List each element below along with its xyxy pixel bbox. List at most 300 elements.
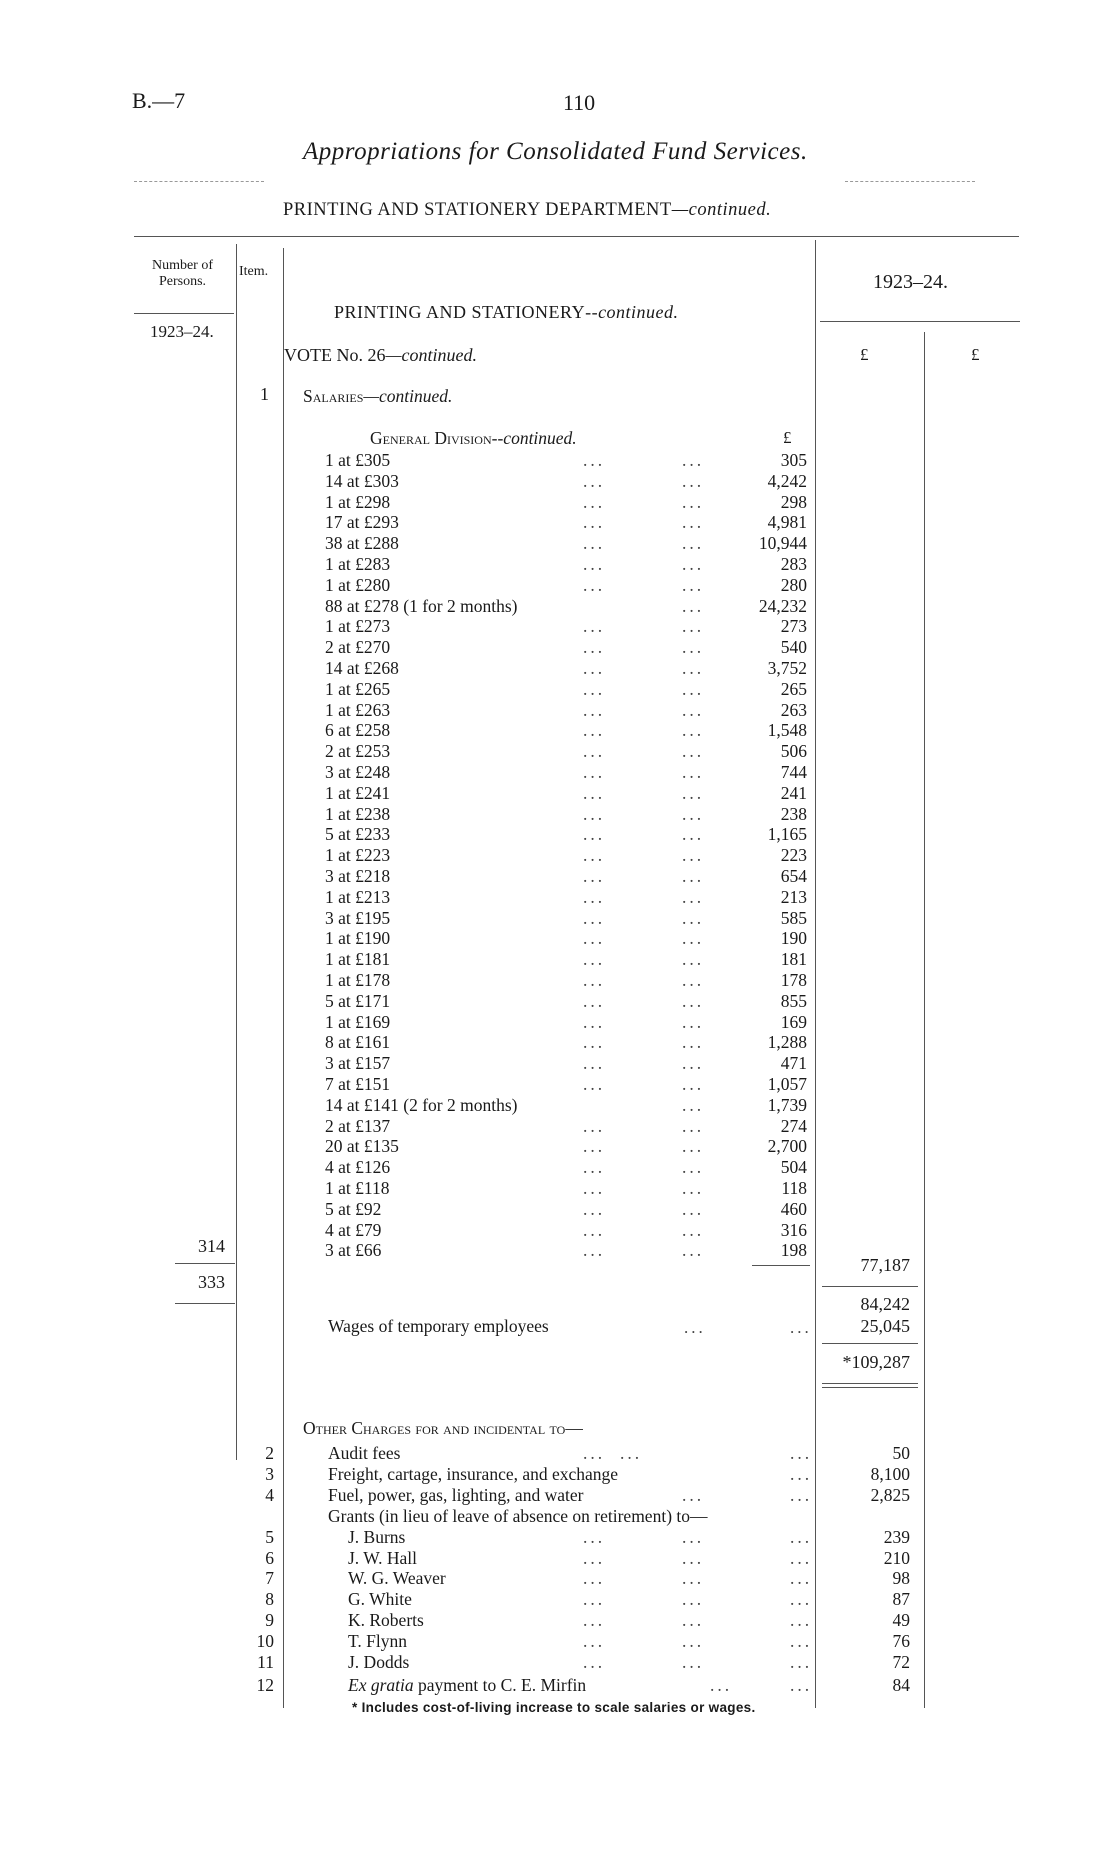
salary-row xyxy=(0,949,1114,970)
salary-amount: 1,288 xyxy=(767,1032,807,1053)
salary-row xyxy=(0,1240,1114,1261)
division-continued: --continued. xyxy=(491,428,577,448)
salary-row xyxy=(0,991,1114,1012)
salary-row xyxy=(0,1074,1114,1095)
vote-heading xyxy=(284,345,477,366)
salary-rate: 3 at £248 xyxy=(325,762,391,782)
leader-dots: ... xyxy=(790,1610,813,1631)
title-rule-left xyxy=(134,181,264,182)
leader-dots: ... xyxy=(583,1240,606,1261)
salary-row xyxy=(0,1012,1114,1033)
salary-row xyxy=(0,575,1114,596)
document-reference: B.—7 xyxy=(132,88,186,113)
salary-row xyxy=(0,1199,1114,1220)
table-top-rule xyxy=(134,236,1019,237)
salary-rate: 1 at £213 xyxy=(325,886,391,907)
salary-amount: 298 xyxy=(780,491,807,512)
leader-dots: ... xyxy=(583,1652,606,1672)
charge-amount: 50 xyxy=(892,1443,910,1463)
wages-dots-2: ... xyxy=(790,1318,812,1337)
salary-rate: 88 at £278 (1 for 2 months) xyxy=(325,595,518,616)
leader-dots: ... xyxy=(682,886,705,907)
item-column-header: Item. xyxy=(239,264,269,279)
exgratia-italic: Ex gratia xyxy=(348,1675,414,1695)
leader-dots: ... xyxy=(583,1526,606,1547)
vote-number: VOTE No. 26 xyxy=(284,345,386,365)
salary-rate: 4 at £126 xyxy=(325,1157,391,1178)
charge-label: K. Roberts xyxy=(348,1610,424,1631)
leader-dots: ... xyxy=(620,1443,643,1463)
salary-rate: 3 at £195 xyxy=(325,907,391,928)
charge-row xyxy=(0,1548,1114,1569)
charge-item: 4 xyxy=(265,1484,274,1505)
exgratia-rest: payment to C. E. Mirfin xyxy=(413,1675,587,1695)
leader-dots: ... xyxy=(682,450,705,470)
salary-amount: 855 xyxy=(780,990,807,1011)
salary-row xyxy=(0,1095,1114,1116)
charge-label: J. Burns xyxy=(348,1526,406,1547)
salary-row xyxy=(0,1157,1114,1178)
exgratia-row xyxy=(0,1675,1114,1696)
department-main: PRINTING AND STATIONERY DEPARTMENT xyxy=(283,200,672,220)
leader-dots: ... xyxy=(682,1652,705,1672)
charge-item: 11 xyxy=(257,1652,274,1672)
charge-label: J. W. Hall xyxy=(348,1547,418,1568)
charge-label: G. White xyxy=(348,1589,412,1610)
charge-label: W. G. Weaver xyxy=(348,1568,446,1589)
leader-dots: ... xyxy=(583,1074,606,1094)
grand-total: *109,287 xyxy=(842,1352,910,1372)
salary-amount: 223 xyxy=(780,845,807,866)
charge-amount: 2,825 xyxy=(870,1484,910,1505)
leader-dots: ... xyxy=(583,450,606,470)
salary-row xyxy=(0,1178,1114,1199)
wages-rule xyxy=(822,1343,918,1344)
salary-amount: 178 xyxy=(780,970,807,990)
salary-rate: 1 at £273 xyxy=(325,616,391,637)
leader-dots: ... xyxy=(583,1631,606,1652)
leader-dots: ... xyxy=(682,949,705,970)
charge-amount: 87 xyxy=(892,1589,910,1610)
persons-subtotal: 314 xyxy=(198,1236,225,1256)
leader-dots: ... xyxy=(682,512,705,533)
persons-year: 1923–24. xyxy=(150,322,214,341)
item-number-1: 1 xyxy=(260,384,269,404)
salary-amount: 460 xyxy=(780,1198,807,1219)
salary-row xyxy=(0,824,1114,845)
section-heading xyxy=(334,302,679,323)
salary-amount: 263 xyxy=(780,699,807,720)
leader-dots: ... xyxy=(583,907,606,928)
salary-rate: 1 at £305 xyxy=(325,450,391,470)
salary-amount: 265 xyxy=(780,678,807,699)
charge-amount: 72 xyxy=(892,1652,910,1672)
persons-column-header: Number of Persons. xyxy=(151,258,214,289)
leader-dots: ... xyxy=(682,1631,705,1652)
charge-item: 9 xyxy=(265,1610,274,1631)
salary-row xyxy=(0,928,1114,949)
salary-rate: 5 at £171 xyxy=(325,990,391,1011)
leader-dots: ... xyxy=(583,803,606,824)
salary-rate: 1 at £169 xyxy=(325,1011,391,1032)
charge-label: T. Flynn xyxy=(348,1631,407,1652)
leader-dots: ... xyxy=(583,1178,606,1198)
leader-dots: ... xyxy=(682,574,705,595)
salary-rate: 38 at £288 xyxy=(325,533,399,554)
leader-dots: ... xyxy=(583,1115,606,1136)
salary-amount: 305 xyxy=(780,450,807,470)
salary-rate: 1 at £181 xyxy=(325,949,391,970)
leader-dots: ... xyxy=(682,970,705,990)
leader-dots: ... xyxy=(583,720,606,741)
salary-amount: 1,739 xyxy=(767,1094,807,1115)
charge-item: 3 xyxy=(265,1463,274,1484)
leader-dots: ... xyxy=(583,845,606,866)
exgratia-label xyxy=(348,1675,586,1696)
salary-rate: 5 at £233 xyxy=(325,824,391,845)
pound-sign-salaries: £ xyxy=(783,428,792,447)
exgratia-amount: 84 xyxy=(892,1675,910,1695)
salary-row xyxy=(0,783,1114,804)
salary-amount: 198 xyxy=(780,1240,807,1261)
leader-dots: ... xyxy=(682,1568,705,1589)
salary-row xyxy=(0,1116,1114,1137)
salary-amount: 316 xyxy=(780,1219,807,1240)
wages-label: Wages of temporary employees xyxy=(328,1316,549,1336)
leader-dots: ... xyxy=(583,1011,606,1032)
salary-rate: 1 at £241 xyxy=(325,782,391,803)
leader-dots: ... xyxy=(790,1652,813,1672)
leader-dots: ... xyxy=(583,1610,606,1631)
salary-amount: 283 xyxy=(780,554,807,574)
leader-dots: ... xyxy=(682,1157,705,1178)
persons-total-rule xyxy=(175,1303,235,1304)
salary-amount: 213 xyxy=(780,886,807,907)
leader-dots: ... xyxy=(583,699,606,720)
salary-rate: 14 at £268 xyxy=(325,658,399,678)
salary-rate: 8 at £161 xyxy=(325,1032,391,1053)
division-label: General Division xyxy=(370,428,492,448)
salary-row xyxy=(0,908,1114,929)
leader-dots: ... xyxy=(682,782,705,803)
leader-dots: ... xyxy=(682,824,705,845)
salary-rate: 1 at £238 xyxy=(325,803,391,824)
exgratia-dots-1: ... xyxy=(710,1675,733,1695)
salary-row xyxy=(0,1032,1114,1053)
salary-rate: 7 at £151 xyxy=(325,1074,391,1094)
wages-dots-1: ... xyxy=(684,1318,706,1337)
leader-dots: ... xyxy=(682,1074,705,1094)
leader-dots: ... xyxy=(682,1240,705,1261)
charge-amount: 210 xyxy=(883,1547,910,1568)
salary-rate: 1 at £178 xyxy=(325,970,391,990)
salary-amount: 24,232 xyxy=(758,595,807,616)
leader-dots: ... xyxy=(583,928,606,949)
charge-amount: 49 xyxy=(892,1610,910,1631)
year-column-header: 1923–24. xyxy=(873,271,948,293)
salary-rate: 14 at £303 xyxy=(325,470,399,491)
leader-dots: ... xyxy=(682,470,705,491)
salary-rate: 4 at £79 xyxy=(325,1219,382,1240)
charge-row xyxy=(0,1652,1114,1673)
salary-row xyxy=(0,866,1114,887)
leader-dots: ... xyxy=(583,949,606,970)
leader-dots: ... xyxy=(583,1568,606,1589)
salary-amount: 169 xyxy=(780,1011,807,1032)
grand-total-rule xyxy=(822,1383,918,1384)
salary-amount: 10,944 xyxy=(758,533,807,554)
leader-dots: ... xyxy=(583,1157,606,1178)
salaries-total: 84,242 xyxy=(860,1294,910,1314)
leader-dots: ... xyxy=(583,554,606,574)
leader-dots: ... xyxy=(583,990,606,1011)
charge-item: 2 xyxy=(265,1443,274,1463)
leader-dots: ... xyxy=(790,1484,813,1505)
leader-dots: ... xyxy=(682,845,705,866)
leader-dots: ... xyxy=(583,491,606,512)
charge-label: Audit fees xyxy=(328,1443,401,1463)
exgratia-item: 12 xyxy=(256,1675,274,1695)
leader-dots: ... xyxy=(682,1178,705,1198)
leader-dots: ... xyxy=(682,1589,705,1610)
salary-row xyxy=(0,887,1114,908)
charge-amount: 239 xyxy=(883,1526,910,1547)
leader-dots: ... xyxy=(682,803,705,824)
salary-row xyxy=(0,762,1114,783)
leader-dots: ... xyxy=(790,1589,813,1610)
leader-dots: ... xyxy=(583,886,606,907)
leader-dots: ... xyxy=(682,741,705,762)
salary-amount: 118 xyxy=(781,1178,807,1198)
leader-dots: ... xyxy=(682,1484,705,1505)
salary-amount: 1,548 xyxy=(767,720,807,741)
salary-rate: 6 at £258 xyxy=(325,720,391,741)
leader-dots: ... xyxy=(583,762,606,782)
salary-amount: 540 xyxy=(780,637,807,658)
leader-dots: ... xyxy=(682,1526,705,1547)
leader-dots: ... xyxy=(583,512,606,533)
leader-dots: ... xyxy=(682,533,705,554)
charge-row xyxy=(0,1443,1114,1464)
salary-row xyxy=(0,533,1114,554)
subtotal-rule xyxy=(822,1286,918,1287)
salary-subtotal: 77,187 xyxy=(860,1255,910,1275)
salary-rate: 5 at £92 xyxy=(325,1198,382,1219)
leader-dots: ... xyxy=(682,658,705,678)
leader-dots: ... xyxy=(790,1631,813,1652)
salary-row xyxy=(0,970,1114,991)
salary-rate: 1 at £298 xyxy=(325,491,391,512)
salary-amount: 744 xyxy=(780,762,807,782)
charge-item: 5 xyxy=(265,1526,274,1547)
salary-row xyxy=(0,700,1114,721)
leader-dots: ... xyxy=(682,554,705,574)
footnote: * Includes cost-of-living increase to scale salaries or wages. xyxy=(352,1700,756,1715)
salary-row xyxy=(0,554,1114,575)
leader-dots: ... xyxy=(682,1219,705,1240)
salary-rate: 2 at £137 xyxy=(325,1115,391,1136)
salary-row xyxy=(0,1220,1114,1241)
charge-label: Fuel, power, gas, lighting, and water xyxy=(328,1484,584,1505)
division-heading xyxy=(370,428,577,449)
salary-rate: 14 at £141 (2 for 2 months) xyxy=(325,1094,518,1115)
section-continued: --continued. xyxy=(585,302,679,322)
charge-item: 7 xyxy=(265,1568,274,1589)
salary-rate: 1 at £280 xyxy=(325,574,391,595)
salaries-heading xyxy=(303,386,452,407)
leader-dots: ... xyxy=(682,866,705,886)
salary-rate: 1 at £283 xyxy=(325,554,391,574)
salaries-continued: —continued. xyxy=(363,386,453,406)
leader-dots: ... xyxy=(583,1443,606,1463)
salary-amount: 4,242 xyxy=(767,470,807,491)
leader-dots: ... xyxy=(583,533,606,554)
leader-dots: ... xyxy=(583,616,606,637)
leader-dots: ... xyxy=(790,1568,813,1589)
leader-dots: ... xyxy=(682,1094,705,1115)
section-main: PRINTING AND STATIONERY xyxy=(334,302,586,322)
leader-dots: ... xyxy=(682,1115,705,1136)
salary-amount: 1,165 xyxy=(767,824,807,845)
charge-row xyxy=(0,1568,1114,1589)
charge-amount: 76 xyxy=(892,1631,910,1652)
salary-amount: 274 xyxy=(780,1115,807,1136)
charge-label: J. Dodds xyxy=(348,1652,410,1672)
salary-amount: 273 xyxy=(780,616,807,637)
charge-item: 6 xyxy=(265,1547,274,1568)
salary-row xyxy=(0,637,1114,658)
leader-dots: ... xyxy=(682,1053,705,1074)
salary-row xyxy=(0,679,1114,700)
leader-dots: ... xyxy=(583,1547,606,1568)
charge-item: 8 xyxy=(265,1589,274,1610)
leader-dots: ... xyxy=(583,1219,606,1240)
page-title: Appropriations for Consolidated Fund Services. xyxy=(303,138,808,165)
leader-dots: ... xyxy=(583,1032,606,1053)
salary-row xyxy=(0,492,1114,513)
leader-dots: ... xyxy=(583,1589,606,1610)
pound-sign-amount: £ xyxy=(860,345,869,364)
vote-continued: —continued. xyxy=(385,345,477,365)
pound-sign-total: £ xyxy=(971,345,980,364)
charge-row xyxy=(0,1610,1114,1631)
department-continued: —continued. xyxy=(671,200,772,220)
leader-dots: ... xyxy=(583,1198,606,1219)
leader-dots: ... xyxy=(682,1032,705,1053)
leader-dots: ... xyxy=(583,574,606,595)
charge-row xyxy=(0,1631,1114,1652)
leader-dots: ... xyxy=(682,491,705,512)
salary-row xyxy=(0,596,1114,617)
charge-item: 10 xyxy=(256,1631,274,1652)
salary-amount: 2,700 xyxy=(767,1136,807,1157)
leader-dots: ... xyxy=(583,637,606,658)
leader-dots: ... xyxy=(682,1610,705,1631)
leader-dots: ... xyxy=(583,1053,606,1074)
charge-amount: 98 xyxy=(892,1568,910,1589)
salary-rate: 3 at £218 xyxy=(325,866,391,886)
salary-amount: 181 xyxy=(780,949,807,970)
leader-dots: ... xyxy=(790,1526,813,1547)
salary-row xyxy=(0,741,1114,762)
salary-rate: 1 at £118 xyxy=(325,1178,390,1198)
leader-dots: ... xyxy=(583,866,606,886)
leader-dots: ... xyxy=(790,1463,813,1484)
other-charges-heading: Other Charges for and incidental to— xyxy=(303,1418,583,1438)
leader-dots: ... xyxy=(682,1011,705,1032)
leader-dots: ... xyxy=(682,1136,705,1157)
salary-rate: 1 at £190 xyxy=(325,928,391,949)
salary-rate: 1 at £223 xyxy=(325,845,391,866)
salary-rate: 2 at £253 xyxy=(325,741,391,762)
salary-amount: 4,981 xyxy=(767,512,807,533)
leader-dots: ... xyxy=(682,907,705,928)
leader-dots: ... xyxy=(682,720,705,741)
salary-row xyxy=(0,720,1114,741)
salary-row xyxy=(0,845,1114,866)
department-heading xyxy=(283,200,771,221)
leader-dots: ... xyxy=(583,470,606,491)
salary-row xyxy=(0,658,1114,679)
salary-row xyxy=(0,512,1114,533)
leader-dots: ... xyxy=(682,595,705,616)
salary-row xyxy=(0,450,1114,471)
salary-sum-rule xyxy=(752,1265,810,1266)
salary-amount: 190 xyxy=(780,928,807,949)
leader-dots: ... xyxy=(583,824,606,845)
leader-dots: ... xyxy=(682,699,705,720)
wages-amount: 25,045 xyxy=(860,1316,910,1336)
page-number: 110 xyxy=(563,90,596,115)
charge-row xyxy=(0,1485,1114,1506)
leader-dots: ... xyxy=(583,970,606,990)
charge-row xyxy=(0,1589,1114,1610)
leader-dots: ... xyxy=(583,782,606,803)
salary-row xyxy=(0,1053,1114,1074)
salary-amount: 3,752 xyxy=(767,658,807,678)
leader-dots: ... xyxy=(583,678,606,699)
salary-amount: 585 xyxy=(780,907,807,928)
salary-amount: 471 xyxy=(780,1053,807,1074)
salary-amount: 1,057 xyxy=(767,1074,807,1094)
year-header-rule xyxy=(820,321,1020,322)
leader-dots: ... xyxy=(682,637,705,658)
charge-amount: 8,100 xyxy=(870,1463,910,1484)
charge-row xyxy=(0,1527,1114,1548)
leader-dots: ... xyxy=(682,928,705,949)
salary-rate: 1 at £263 xyxy=(325,699,391,720)
leader-dots: ... xyxy=(583,1136,606,1157)
salary-rate: 3 at £66 xyxy=(325,1240,382,1261)
leader-dots: ... xyxy=(682,990,705,1011)
salary-amount: 280 xyxy=(780,574,807,595)
salary-amount: 241 xyxy=(780,782,807,803)
leader-dots: ... xyxy=(682,616,705,637)
leader-dots: ... xyxy=(583,741,606,762)
leader-dots: ... xyxy=(682,1198,705,1219)
salary-amount: 654 xyxy=(780,866,807,886)
salary-amount: 506 xyxy=(780,741,807,762)
salary-row xyxy=(0,804,1114,825)
leader-dots: ... xyxy=(790,1443,813,1463)
persons-total: 333 xyxy=(198,1272,225,1292)
leader-dots: ... xyxy=(682,1547,705,1568)
charge-row xyxy=(0,1464,1114,1485)
salary-amount: 504 xyxy=(780,1157,807,1178)
charge-label: Freight, cartage, insurance, and exchange xyxy=(328,1463,619,1484)
salary-amount: 238 xyxy=(780,803,807,824)
salary-rate: 17 at £293 xyxy=(325,512,399,533)
